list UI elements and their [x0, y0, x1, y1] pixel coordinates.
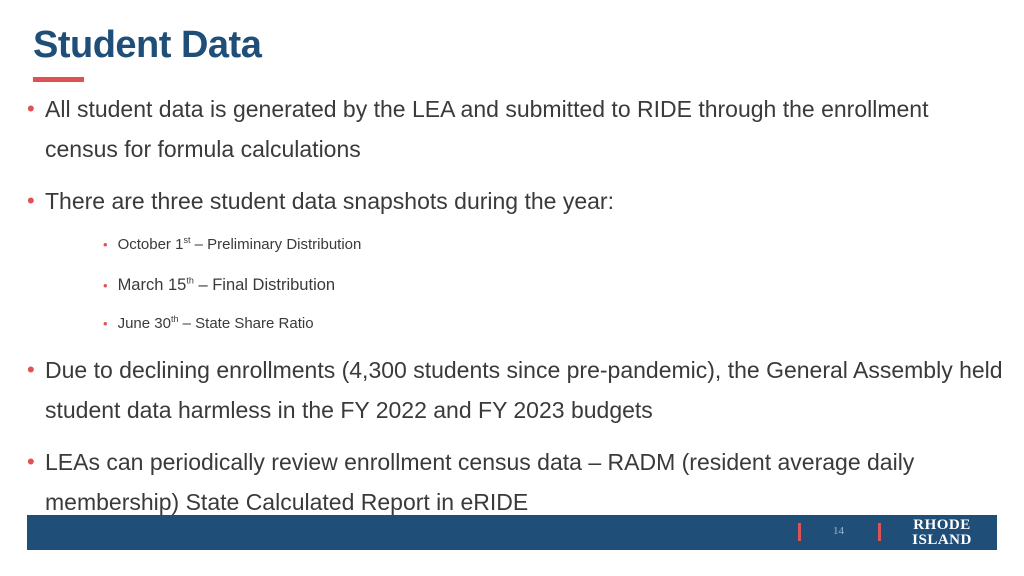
logo-line-2: ISLAND: [912, 532, 972, 548]
bullet-text: There are three student data snapshots during the year:: [45, 188, 614, 214]
bullet-dot-icon: •: [103, 278, 108, 293]
bullet-item: [27, 89, 1007, 169]
snapshot-date: October 1: [117, 236, 184, 253]
bullet-dot-icon: •: [103, 316, 108, 331]
bullet-text: LEAs can periodically review enrollment census data – RADM (resident average daily membership) State Calculated Report in eRIDE: [45, 449, 915, 515]
snapshot-label: – Preliminary Distribution: [190, 236, 362, 253]
footer-bar: [27, 515, 997, 550]
snapshot-label: – Final Distribution: [193, 276, 336, 294]
bullet-text: All student data is generated by the LEA and submitted to RIDE through the enrollment census for formula calculations: [45, 96, 929, 162]
rhode-island-logo: [907, 518, 977, 548]
page-number: 14: [833, 525, 844, 537]
slide-title: Student Data: [33, 24, 262, 66]
footer-divider: [878, 523, 881, 541]
snapshot-date-suffix: st: [183, 235, 191, 245]
bullet-dot-icon: •: [27, 357, 35, 382]
footer-divider: [798, 523, 801, 541]
snapshot-date: June 30: [117, 315, 171, 332]
snapshot-item: [103, 314, 314, 334]
snapshot-item: [103, 235, 361, 255]
bullet-item: [27, 350, 1007, 430]
bullet-item: [27, 442, 1007, 522]
bullet-dot-icon: •: [103, 237, 108, 252]
snapshot-item: [103, 275, 335, 296]
logo-line-1: RHODE: [913, 517, 971, 533]
bullet-dot-icon: •: [27, 96, 35, 121]
snapshot-date: March 15: [117, 276, 187, 294]
snapshot-label: – State Share Ratio: [178, 315, 314, 332]
title-underline: [33, 77, 84, 82]
bullet-item: [27, 181, 1007, 221]
bullet-dot-icon: •: [27, 449, 35, 474]
bullet-dot-icon: •: [27, 188, 35, 213]
bullet-text: Due to declining enrollments (4,300 students since pre-pandemic), the General Assembly held student data harmless in the FY 2022 and FY 2023 budgets: [45, 357, 1003, 423]
snapshot-date-suffix: th: [170, 314, 179, 324]
snapshot-date-suffix: th: [186, 275, 194, 286]
